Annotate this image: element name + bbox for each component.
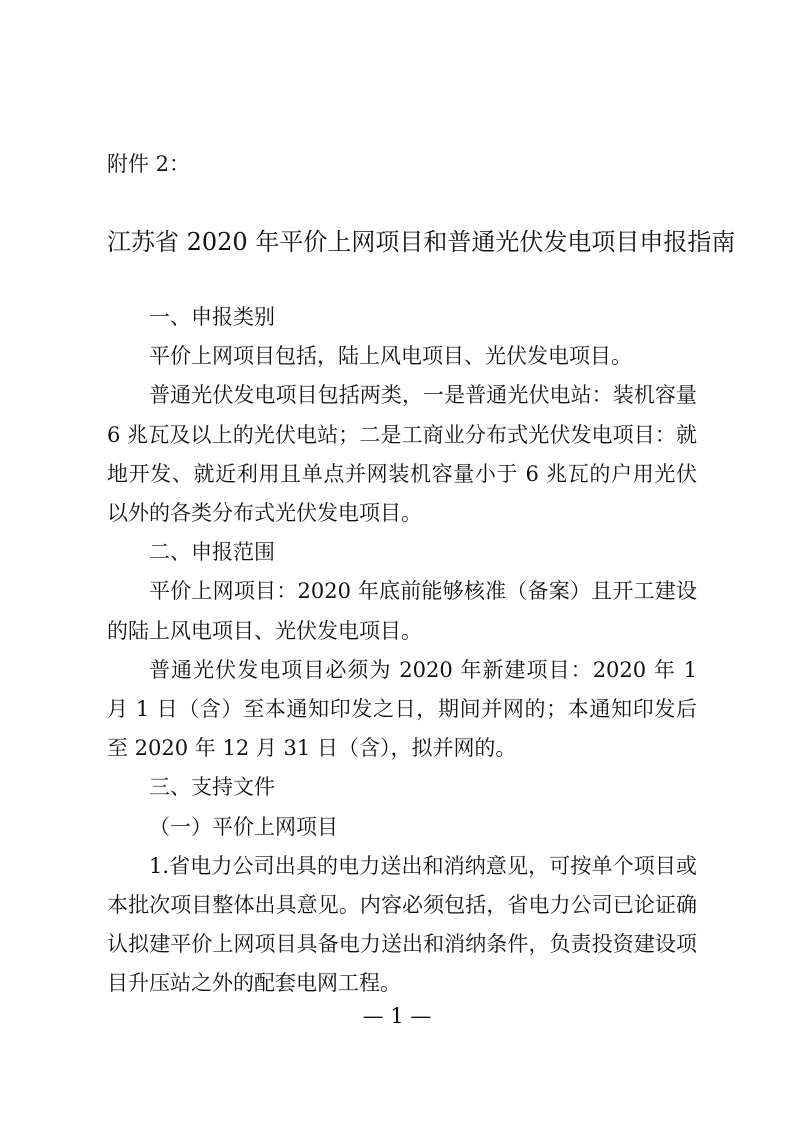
paragraph-ordinary-pv-types: 普通光伏发电项目包括两类，一是普通光伏电站：装机容量 6 兆瓦及以上的光伏电站；二是工商业分布式光伏发电项目：就地开发、就近利用且单点并网装机容量小于 6 兆瓦的户用光伏以外的各类分布式光伏发电项目。 <box>107 383 697 526</box>
paragraph-parity-scope: 平价上网项目：2020 年底前能够核准（备案）且开工建设的陆上风电项目、光伏发电项目。 <box>107 579 697 643</box>
paragraph-ordinary-pv-scope: 普通光伏发电项目必须为 2020 年新建项目：2020 年 1 月 1 日（含）至本通知印发之日，期间并网的；本通知印发后至 2020 年 12 月 31 日（含），拟并网的。 <box>107 657 697 761</box>
page-number: — 1 — <box>362 1004 432 1028</box>
attachment-label: 附件 2： <box>107 152 191 176</box>
document-body <box>107 298 697 1004</box>
subsection-heading-parity-projects: （一）平价上网项目 <box>149 814 338 839</box>
section-heading-application-category: 一、申报类别 <box>149 305 275 329</box>
paragraph-parity-projects: 平价上网项目包括，陆上风电项目、光伏发电项目。 <box>149 344 632 369</box>
section-heading-application-scope: 二、申报范围 <box>149 540 275 565</box>
section-heading-supporting-documents: 三、支持文件 <box>149 775 275 800</box>
document-title: 江苏省 2020 年平价上网项目和普通光伏发电项目申报指南 <box>107 228 736 256</box>
paragraph-grid-consumption-opinion: 1.省电力公司出具的电力送出和消纳意见，可按单个项目或本批次项目整体出具意见。内容必须包括，省电力公司已论证确认拟建平价上网项目具备电力送出和消纳条件，负责投资建设项目升压站之外的配套电网工程。 <box>107 853 697 996</box>
